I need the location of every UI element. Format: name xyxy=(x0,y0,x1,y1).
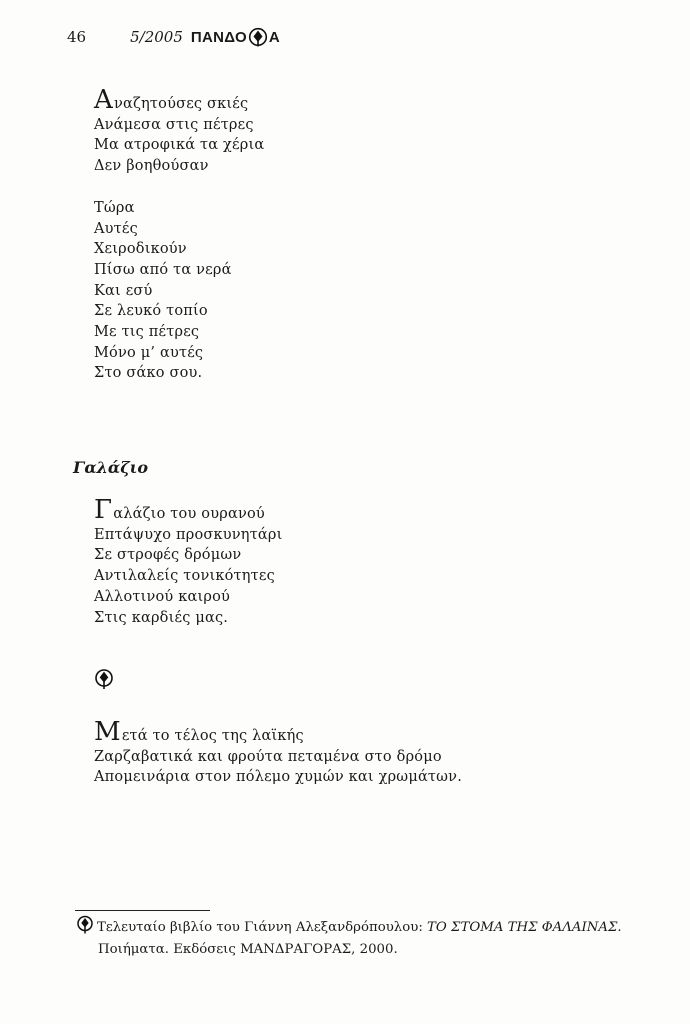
poem-line: Απομεινάρια στον πόλεμο χυμών και χρωμάτων. xyxy=(94,769,463,786)
poem-line: Αυτές xyxy=(94,220,138,237)
poem-line: Με τις πέτρες xyxy=(94,324,200,341)
footnote-book-title: ΤΟ ΣΤΟΜΑ ΤΗΣ ΦΑΛΑΙΝΑΣ. xyxy=(427,920,622,935)
issue-number: 5/2005 xyxy=(130,28,183,46)
poem-line: Δεν βοηθούσαν xyxy=(94,158,209,175)
poem-line xyxy=(94,495,283,525)
poem-line: Σε στροφές δρόμων xyxy=(94,547,242,564)
page-number: 46 xyxy=(67,28,87,46)
section-mark-icon xyxy=(94,668,114,694)
drop-cap: Μ xyxy=(94,717,121,747)
poem-line: Αλλοτινού καιρού xyxy=(94,588,231,605)
poem-line: Στις καρδιές μας. xyxy=(94,609,229,626)
poem-line: Σε λευκό τοπίο xyxy=(94,303,208,320)
running-header xyxy=(67,26,280,48)
footnote-text: Τελευταίο βιβλίο του Γιάννη Αλεξανδρόπουλου: xyxy=(97,920,428,935)
poem-line: Αντιλαλείς τονικότητες xyxy=(94,568,275,585)
poem-line xyxy=(94,717,462,747)
poem-line: Επτάψυχο προσκυνητάρι xyxy=(94,526,283,543)
stanza-break xyxy=(94,177,264,198)
journal-name xyxy=(191,27,280,47)
poem-line xyxy=(94,85,264,115)
poem-line: Μα ατροφικά τα χέρια xyxy=(94,137,265,154)
journal-name-part2: Α xyxy=(268,28,281,46)
poem-line: Ανάμεσα στις πέτρες xyxy=(94,116,254,133)
poem-3 xyxy=(94,717,463,788)
poem-line: Πίσω από τα νερά xyxy=(94,261,232,278)
journal-name-part1: ΠΑΝΔΟ xyxy=(190,28,247,46)
poem-line: Και εσύ xyxy=(94,282,153,299)
footnote-rule xyxy=(75,910,210,911)
poem-line: Χειροδικούν xyxy=(94,241,187,258)
poem-line-text: αλάζιο του ουρανού xyxy=(113,506,265,522)
flower-in-circle-icon xyxy=(248,27,268,47)
poem-line: Ζαρζαβατικά και φρούτα πεταμένα στο δρόμο xyxy=(94,748,442,765)
drop-cap: Α xyxy=(94,85,113,115)
footnote-line-1 xyxy=(76,915,622,940)
poem-line: Στο σάκο σου. xyxy=(94,365,203,382)
poem-line-text: ναζητούσες σκιές xyxy=(113,96,249,112)
poem-1 xyxy=(94,85,265,384)
footnote xyxy=(76,915,622,959)
poem-2 xyxy=(94,495,283,628)
drop-cap: Γ xyxy=(94,495,113,525)
poem-line-text: ετά το τέλος της λαϊκής xyxy=(121,728,304,744)
poem-line: Μόνο μ’ αυτές xyxy=(94,344,204,361)
poem-line: Τώρα xyxy=(94,199,135,216)
poem-title: Γαλάζιο xyxy=(73,458,149,477)
footnote-line-2: Ποιήματα. Εκδόσεις ΜΑΝΔΡΑΓΟΡΑΣ, 2000. xyxy=(98,942,398,957)
footnote-mark-icon xyxy=(76,915,94,940)
